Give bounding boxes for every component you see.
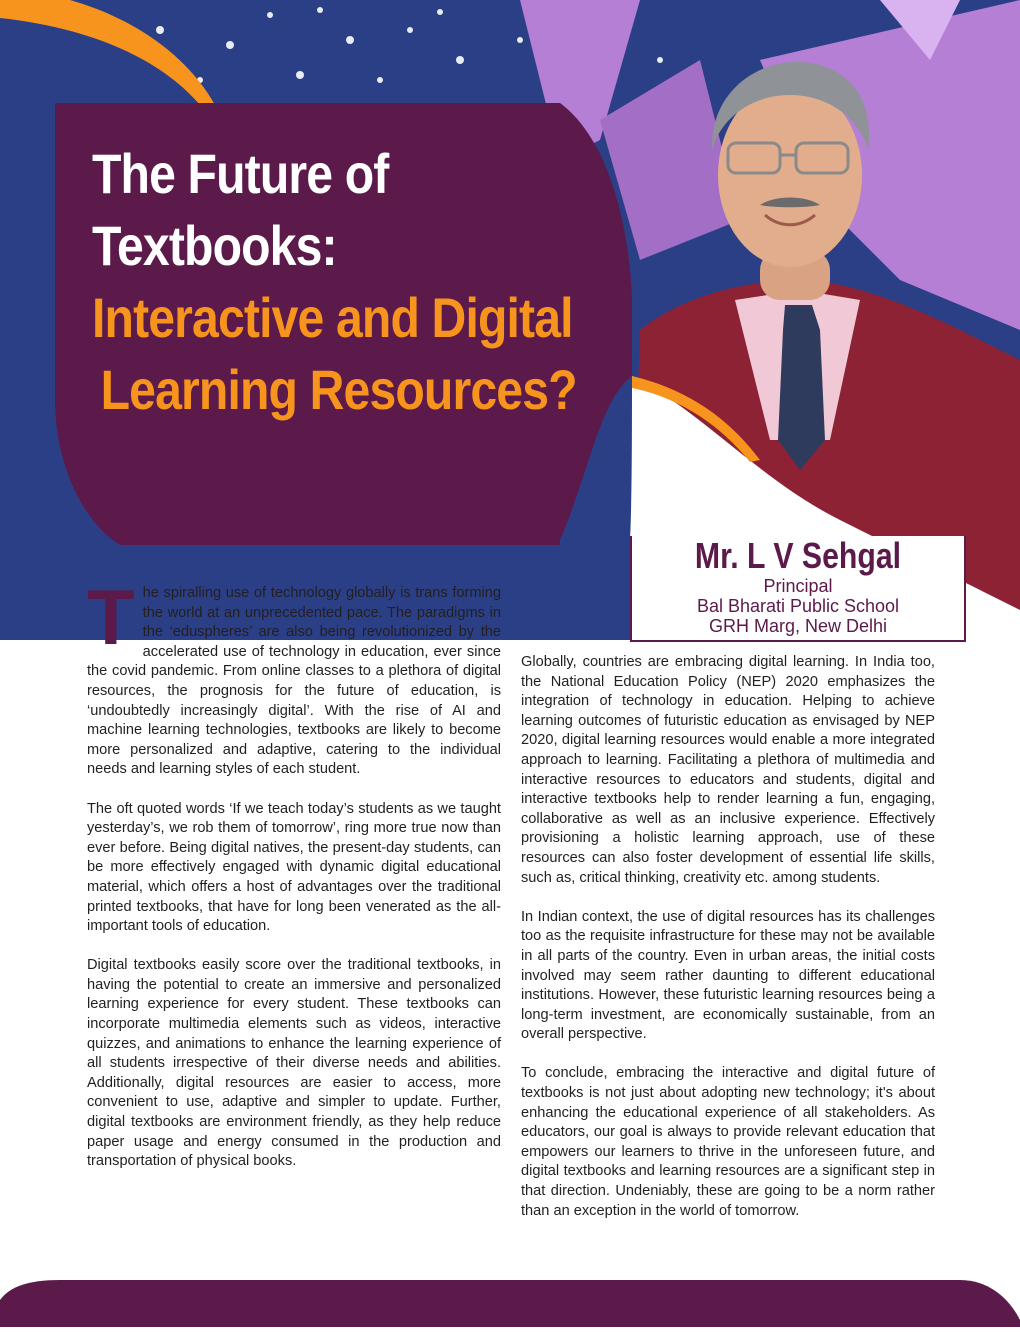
title-line-1: The Future of	[92, 142, 389, 205]
headline	[92, 138, 632, 426]
paragraph-3: Digital textbooks easily score over the traditional textbooks, in having the potential to create an immersive and personalized learning experience for every student. These textbooks can incorporate multimedia elements such as videos, interactive quizzes, and animations to enhance the learning experience of all students irrespective of their diverse needs and abilities. Additionally, digital resources are easier to access, more convenient to use, adaptive and simpler to update. Further, digital textbooks are environment friendly, as they help reduce paper usage and energy consumed in the production and transportation of physical books.	[87, 957, 501, 1170]
author-byline	[630, 536, 966, 642]
author-role: Principal	[763, 576, 833, 596]
article-column-left	[87, 573, 501, 1191]
author-name: Mr. L V Sehgal	[694, 535, 902, 576]
paragraph-6: To conclude, embracing the interactive and digital future of textbooks is not just about adopting new technology; it's about enhancing the educational experience of all stakeholders. As educators, our goal is always to provide relevant education that empowers our learners to thrive in the unforeseen future, and digital textbooks and learning resources are a significant step in that direction. Undeniably, these are going to be a norm rather than an exception in the world of tomorrow.	[521, 1065, 935, 1219]
paragraph-4: Globally, countries are embracing digital learning. In India too, the National Education Policy (NEP) 2020 emphasizes the integration of technology in education. Helping to achieve learning outcomes of futuristic education as envisaged by NEP 2020, digital learning resources would enable a more integrated approach to learning. Facilitating a plethora of multimedia and interactive resources to educators and students, digital and interactive textbooks help to render learning a fun, engaging, collaborative as well as an inclusive experience. Effectively provisioning a holistic learning approach, use of these resources can also foster development of essential life skills, such as, critical thinking, creativity etc. among students.	[521, 654, 935, 886]
author-address: GRH Marg, New Delhi	[708, 616, 888, 636]
paragraph-2: The oft quoted words ‘If we teach today’s students as we taught yesterday’s, we rob them of tomorrow’, ring more true now than ever before. Being digital natives, the present-day students, can be more effectively engaged with dynamic digital educational material, which offers a host of advantages over the traditional printed textbooks, that have for long been venerated as the all-important tools of education.	[87, 800, 501, 935]
article-column-right	[521, 653, 935, 1241]
paragraph-5: In Indian context, the use of digital resources has its challenges too as the requisite infrastructure for these may not be available in all parts of the country. Even in urban areas, the initial costs involved may seem rather daunting to different educational institutions. However, these futuristic learning resources being a long-term investment, are economically sustainable, from an overall perspective.	[521, 908, 935, 1043]
paragraph-1-text: he spiralling use of technology globally is trans forming the world at an unprecedented pace. The paradigms in the ‘eduspheres’ are also being revolutionized by the accelerated use of technology in education, ever since the covid pandemic. From online classes to a plethora of digital resources, the prognosis for the future of education, is ‘undoubtedly increasingly digital’. With the rise of AI and machine learning technologies, textbooks are likely to become more personalized and adaptive, catering to the individual needs and learning styles of each student.	[87, 585, 501, 778]
title-line-2: Textbooks:	[92, 214, 337, 277]
drop-cap: T	[87, 573, 135, 661]
subtitle-line-1: Interactive and Digital	[92, 286, 573, 349]
author-school: Bal Bharati Public School	[696, 596, 900, 616]
footer-bar	[0, 1280, 1020, 1327]
subtitle-line-2: Learning Resources?	[100, 358, 577, 421]
paragraph-1	[87, 573, 501, 780]
